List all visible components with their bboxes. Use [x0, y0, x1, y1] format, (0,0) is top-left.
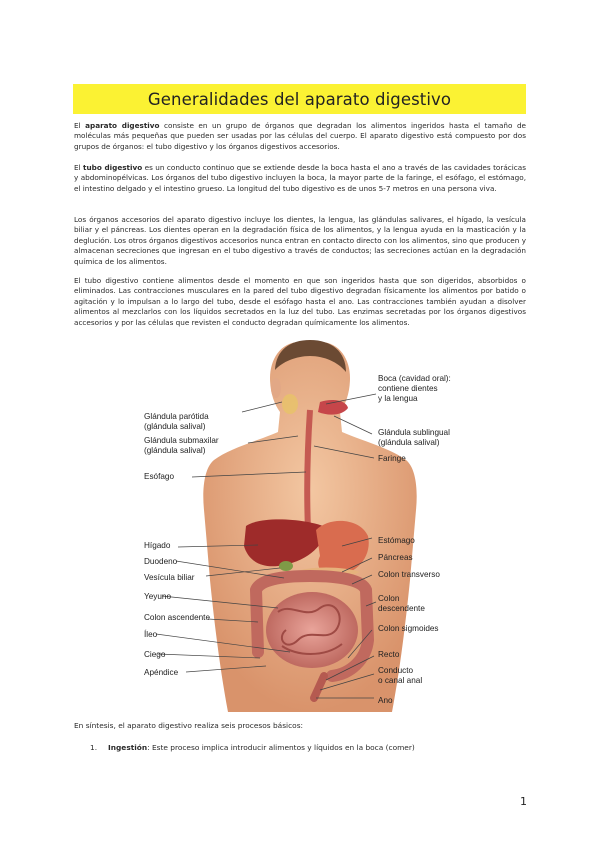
paragraph-contenido-tubo: El tubo digestivo contiene alimentos desde el momento en que son ingeridos hasta que son digeridos, absorbidos o eliminados. Las contracciones musculares en la pared del tubo digestivo degradan físicamente los alimentos por batido o agitación y lo impulsan a lo largo del tubo, desde el esófago hasta el ano. Las contracciones también ayudan a disolver alimentos al mezclarlos con los líquidos secretados en la luz del tubo. Las enzimas secretadas por los órganos digestivos accesorios y por las células que revisten el conducto degradan químicamente los alimentos.	[74, 276, 526, 327]
page-title: Generalidades del aparato digestivo	[147, 89, 452, 109]
label-ano: Ano	[378, 696, 393, 705]
label-colon-ascendente: Colon ascendente	[144, 613, 211, 622]
paragraph-text: es un conducto continuo que se extiende desde la boca hasta el ano a través de las cavidades torácicas y abdominopélvicas. Los órganos del tubo digestivo incluyen la boca, la mayor parte de la faringe, el esófago, el estómago, el intestino delgado y el intestino grueso. La longitud del tubo digestivo es de unos 5-7 metros en una persona viva.	[74, 163, 527, 193]
ear-shape	[271, 378, 281, 398]
paragraph-text: consiste en un grupo de órganos que degradan los alimentos ingeridos hasta el tamaño de moléculas más pequeñas que pueden ser usadas por las células del cuerpo. El aparato digestivo está compuesto por dos grupos de órganos: el tubo digestivo y los órganos digestivos accesorios.	[74, 121, 527, 151]
page-number: 1	[520, 795, 527, 808]
label-glandula-sublingual: Glándula sublingual (glándula salival)	[378, 428, 450, 447]
digestive-system-figure	[110, 340, 490, 712]
label-esofago: Esófago	[144, 472, 175, 481]
paragraph-tubo-digestivo	[74, 163, 526, 194]
label-pancreas: Páncreas	[378, 553, 413, 562]
label-boca: Boca (cavidad oral): contiene dientes y la lengua	[378, 374, 451, 403]
label-estomago: Estómago	[378, 536, 415, 545]
label-ciego: Ciego	[144, 650, 166, 659]
esophagus-shape	[307, 410, 310, 530]
list-text: : Este proceso implica introducir alimentos y líquidos en la boca (comer)	[147, 743, 415, 752]
label-conducto-anal: Conducto o canal anal	[378, 666, 423, 685]
label-colon-sigmoides: Colon sigmoides	[378, 624, 439, 633]
term-aparato-digestivo: aparato digestivo	[85, 121, 160, 130]
paragraph-lead: El	[74, 163, 84, 172]
label-recto: Recto	[378, 650, 400, 659]
label-yeyuno: Yeyuno	[144, 592, 172, 601]
title-highlight-bar	[73, 84, 526, 114]
label-higado: Hígado	[144, 541, 171, 550]
label-apendice: Apéndice	[144, 668, 179, 677]
label-glandula-submaxilar: Glándula submaxilar (glándula salival)	[144, 436, 219, 455]
list-number: 1.	[90, 743, 98, 752]
parotid-gland	[282, 394, 298, 414]
summary-text: En síntesis, el aparato digestivo realiza seis procesos básicos:	[74, 721, 304, 730]
gallbladder-shape	[279, 561, 293, 571]
label-ileo: Íleo	[144, 630, 158, 639]
paragraph-lead: El	[74, 121, 86, 130]
paragraph-organos-accesorios: Los órganos accesorios del aparato digestivo incluye los dientes, la lengua, las glándulas salivares, el hígado, la vesícula biliar y el páncreas. Los dientes operan en la degradación física de los alimentos, y la lengua ayuda en la masticación y la deglución. Los otros órganos digestivos accesorios nunca entran en contacto directo con los alimentos, sino que producen y almacenan secreciones que ingresan en el tubo digestivo a través de conductos; las secreciones actúan en la degradación química de los alimentos.	[74, 215, 526, 266]
label-glandula-parotida: Glándula parótida (glándula salival)	[144, 412, 209, 431]
label-faringe: Faringe	[378, 454, 406, 463]
list-item	[90, 743, 415, 752]
label-colon-descendente: Colon descendente	[378, 594, 425, 613]
label-colon-transverso: Colon transverso	[378, 570, 440, 579]
paragraph-aparato-digestivo	[74, 121, 526, 152]
term-tubo-digestivo: tubo digestivo	[83, 163, 143, 172]
label-duodeno: Duodeno	[144, 557, 178, 566]
small-intestine-shape	[266, 592, 358, 668]
label-vesicula-biliar: Vesícula biliar	[144, 573, 195, 582]
list-term: Ingestión	[108, 743, 148, 752]
